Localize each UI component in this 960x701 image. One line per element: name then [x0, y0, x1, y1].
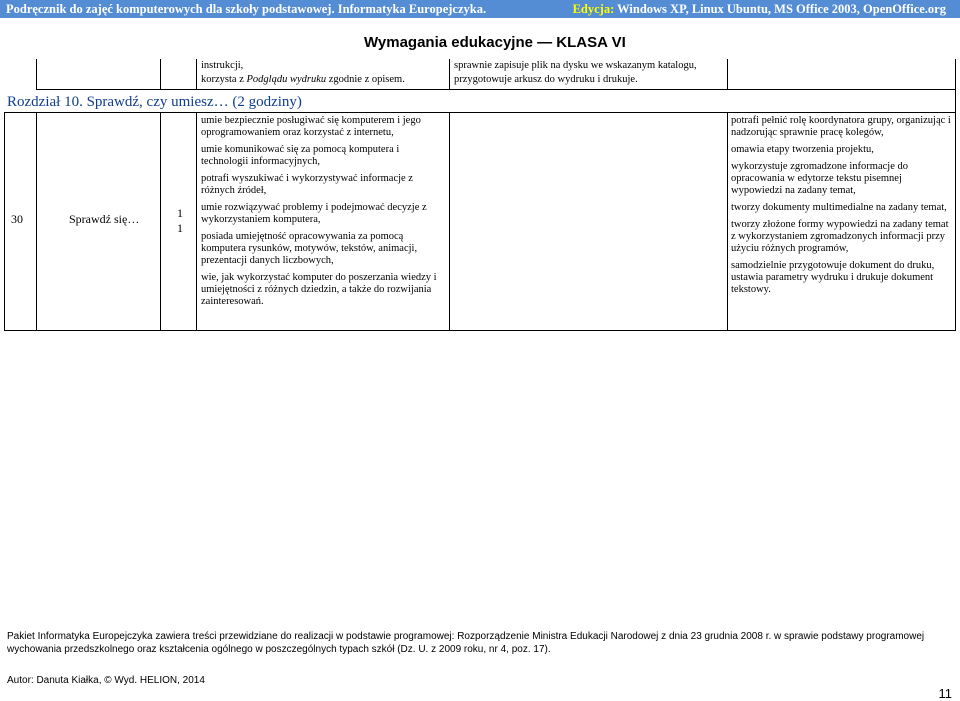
- footer-legal-note: Pakiet Informatyka Europejczyka zawiera treści przewidziane do realizacji w podstawie programowej: Rozporządzenie Ministra Edukacji Narodowej z dnia 23 grudnia 2008 r. w sprawie podstawy programowej wychowania przedszkolnego oraz kształcenia ogólnego w poszczególnych typach szkół (Dz. U. z 2009 roku, nr 4, poz. 17).: [7, 631, 925, 655]
- footer-author: Autor: Danuta Kiałka, © Wyd. HELION, 2014: [7, 675, 205, 686]
- header-book-title: Podręcznik do zajęć komputerowych dla szkoły podstawowej. Informatyka Europejczyka.: [6, 2, 487, 16]
- top-row-extended-cell: [454, 60, 724, 86]
- page-number: 11: [938, 686, 952, 701]
- basic-requirement-item: umie bezpiecznie posługiwać się komputerem i jego oprogramowaniem oraz korzystać z internetu,: [201, 115, 421, 138]
- basic-requirement-item: posiada umiejętność opracowywania za pomocą komputera rysunków, motywów, tekstów, animacji, prezentacji danych liczbowych,: [201, 231, 418, 266]
- grid-line: [160, 112, 161, 331]
- header-edition: [573, 2, 946, 17]
- grid-line: [160, 59, 161, 90]
- basic-requirement-item: wie, jak wykorzystać komputer do poszerzania wiedzy i umiejętności z różnych dziedzin, a także do rozwijania zainteresowań.: [201, 272, 437, 307]
- top-row-basic-cell: [201, 60, 445, 86]
- extended-requirement-item: potrafi pełnić rolę koordynatora grupy, organizując i nadzorując sprawnie pracę kolegów,: [731, 115, 951, 138]
- grid-line: [36, 112, 37, 331]
- grid-line: [36, 89, 956, 90]
- top-row-basic-line-1: instrukcji,: [201, 60, 244, 71]
- header-edition-value: Windows XP, Linux Ubuntu, MS Office 2003, OpenOffice.org: [614, 2, 946, 16]
- grid-line: [449, 59, 450, 90]
- grid-line: [4, 112, 956, 113]
- page-title: Wymagania edukacyjne — KLASA VI: [364, 34, 626, 51]
- extended-requirements-cell: [731, 115, 953, 301]
- grid-line: [196, 59, 197, 90]
- basic-requirement-item: umie rozwiązywać problemy i podejmować decyzje z wykorzystaniem komputera,: [201, 202, 427, 225]
- lesson-topic: Sprawdź się…: [69, 212, 140, 226]
- grid-line: [196, 112, 197, 331]
- extended-requirement-item: wykorzystuje zgromadzone informacje do opracowania w edytorze tekstu pisemnej wypowiedzi na zadany temat,: [731, 161, 908, 196]
- chapter-heading: Rozdział 10. Sprawdź, czy umiesz… (2 godziny): [7, 94, 302, 110]
- grid-line: [36, 59, 37, 90]
- header-edition-label: Edycja:: [572, 2, 615, 16]
- grid-line: [955, 59, 956, 331]
- basic-requirement-item: potrafi wyszukiwać i wykorzystywać informacje z różnych źródeł,: [201, 173, 413, 196]
- basic-requirement-item: umie komunikować się za pomocą komputera i technologii informacyjnych,: [201, 144, 400, 167]
- extended-requirement-item: omawia etapy tworzenia projektu,: [731, 144, 874, 155]
- top-row-extended-line-1: sprawnie zapisuje plik na dysku we wskazanym katalogu,: [454, 60, 697, 71]
- extended-requirement-item: samodzielnie przygotowuje dokument do druku, ustawia parametry wydruku i drukuje dokument tekstowy.: [731, 260, 935, 295]
- basic-requirements-cell: [201, 115, 447, 313]
- document-header-bar: [0, 0, 960, 18]
- lesson-hours-1: 1: [177, 206, 183, 220]
- top-row-extended-line-2: przygotowuje arkusz do wydruku i drukuje.: [454, 74, 638, 85]
- lesson-number: 30: [11, 212, 23, 226]
- grid-line: [727, 112, 728, 331]
- grid-line: [4, 112, 5, 331]
- grid-line: [727, 59, 728, 90]
- extended-requirement-item: tworzy dokumenty multimedialne na zadany temat,: [731, 202, 947, 213]
- grid-line: [4, 330, 956, 331]
- lesson-hours-2: 1: [177, 221, 183, 235]
- extended-requirement-item: tworzy złożone formy wypowiedzi na zadany temat z wykorzystaniem zgromadzonych informacji przy użyciu różnych programów,: [731, 219, 949, 254]
- grid-line: [449, 112, 450, 331]
- top-row-basic-line-2: korzysta z Podglądu wydruku zgodnie z opisem.: [201, 74, 405, 85]
